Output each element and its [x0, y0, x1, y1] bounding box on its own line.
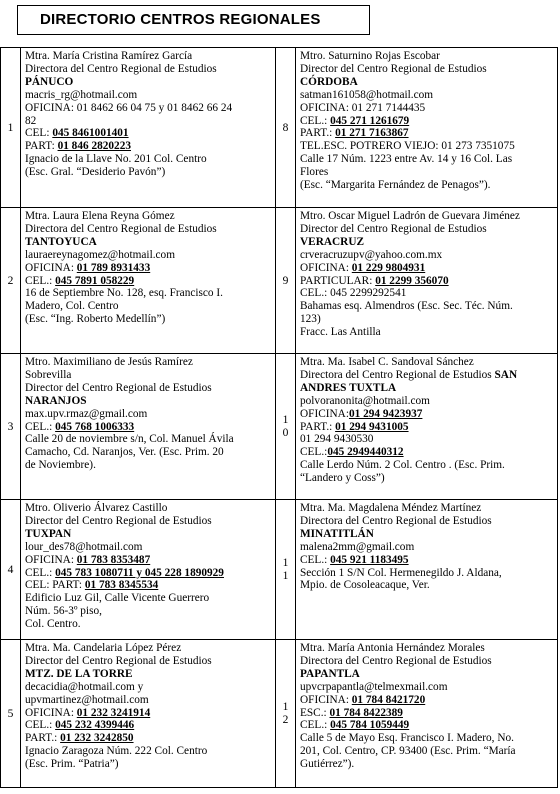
entry-line [25, 694, 273, 707]
entry-text: (Esc. “Margarita Fernández de Penagos”). [300, 179, 491, 192]
entry-text: Director del Centro Regional de Estudios [25, 654, 212, 667]
entry-line [25, 515, 273, 528]
phone-number: 045 921 1183495 [330, 553, 409, 566]
entry-line [300, 249, 555, 262]
entry-text: OFICINA: 01 8462 66 04 75 y 01 8462 66 24 [25, 101, 233, 114]
entry-line [25, 732, 273, 745]
entry-text: CEL.: [25, 274, 56, 287]
entry-text: Núm. 56-3º piso, [25, 605, 102, 618]
entry-line [25, 382, 273, 395]
entry-text: (Esc. “Ing. Roberto Medellín”) [25, 313, 166, 326]
directory-title: DIRECTORIO CENTROS REGIONALES [17, 5, 370, 35]
entry-text: 123) [300, 313, 321, 326]
directory-entry [21, 500, 276, 640]
entry-text: Bahamas esq. Almendros (Esc. Sec. Téc. Núm. [300, 300, 513, 313]
entry-text: OFICINA: [25, 706, 77, 719]
directory-entry [296, 640, 558, 788]
phone-number: 01 232 3242850 [60, 732, 134, 745]
entry-line [300, 275, 555, 288]
region-name: NARANJOS [25, 394, 87, 407]
entry-text: Mtra. Ma. Magdalena Méndez Martínez [300, 502, 482, 514]
entry-line [25, 262, 273, 275]
entry-text: Directora del Centro Regional de Estudios [25, 222, 217, 235]
entry-text: macris_rg@hotmail.com [25, 88, 138, 101]
entry-text: OFICINA: [300, 407, 349, 420]
entry-text: OFICINA: [25, 553, 77, 566]
entry-line [25, 408, 273, 421]
entry-text: Calle 5 de Mayo Esq. Francisco I. Madero, No. [300, 732, 514, 745]
entry-line [25, 745, 273, 758]
phone-number: 045 271 1261679 [330, 114, 410, 127]
entry-line [25, 76, 273, 89]
entry-text: Mtro. Oliverio Álvarez Castillo [25, 502, 168, 514]
entry-line [25, 140, 273, 153]
entry-text: CEL.: [300, 446, 328, 459]
entry-line [300, 369, 555, 382]
directory-entry [21, 48, 276, 208]
entry-line [25, 50, 273, 63]
directory-entry [296, 500, 558, 640]
region-name: PÁNUCO [25, 75, 74, 88]
entry-text: Edificio Luz Gil, Calle Vicente Guerrero [25, 592, 210, 605]
entry-line [300, 166, 555, 179]
entry-number: 1 1 [276, 500, 296, 640]
entry-line [25, 459, 273, 472]
entry-text: Mtra. Laura Elena Reyna Gómez [25, 210, 175, 222]
entry-line [25, 249, 273, 262]
entry-text: Directora del Centro Regional de Estudios [300, 368, 495, 381]
entry-text: Sección 1 S/N Col. Hermenegildo J. Aldana, [300, 566, 502, 579]
entry-line [300, 567, 555, 580]
entry-line [25, 668, 273, 681]
entry-line [300, 433, 555, 446]
entry-line [25, 528, 273, 541]
entry-text: Mtro. Maximiliano de Jesús Ramírez [25, 356, 193, 368]
entry-line [300, 236, 555, 249]
entry-text: upvmartinez@hotmail.com [25, 693, 149, 706]
entry-line [300, 102, 555, 115]
entry-line [25, 287, 273, 300]
entry-text: Director del Centro Regional de Estudios [300, 62, 487, 75]
entry-text: de Noviembre). [25, 459, 96, 472]
entry-line [300, 382, 555, 395]
directory-entry [21, 208, 276, 354]
entry-line [300, 140, 555, 153]
phone-number: 01 784 8422389 [329, 706, 403, 719]
entry-line [300, 395, 555, 408]
entry-line [300, 459, 555, 472]
entry-text: malena2mm@gmail.com [300, 540, 415, 553]
entry-line [300, 707, 555, 720]
entry-text: Fracc. Las Antilla [300, 326, 381, 339]
entry-line [25, 642, 273, 655]
directory-entry [296, 354, 558, 500]
entry-line [25, 446, 273, 459]
entry-text: satman161058@hotmail.com [300, 88, 434, 101]
entry-line [300, 681, 555, 694]
entry-line [300, 745, 555, 758]
entry-text: Mtro. Oscar Miguel Ladrón de Guevara Jiménez [300, 210, 520, 222]
region-name: MINATITLÁN [300, 527, 374, 540]
directory-row [1, 48, 558, 208]
entry-text: Director del Centro Regional de Estudios [25, 514, 212, 527]
entry-text: 01 294 9430530 [300, 433, 374, 446]
entry-text: Calle 17 Núm. 1223 entre Av. 14 y 16 Col. Las [300, 153, 513, 166]
directory-entry [21, 640, 276, 788]
entry-text: OFICINA: [25, 261, 77, 274]
directory-entry [21, 354, 276, 500]
entry-line [25, 592, 273, 605]
entry-line [300, 528, 555, 541]
entry-text: Madero, Col. Centro [25, 300, 119, 313]
region-name: TUXPAN [25, 527, 72, 540]
entry-line [300, 356, 555, 369]
entry-text: decacidia@hotmail.com y [25, 680, 144, 693]
entry-text: Directora del Centro Regional de Estudios [300, 514, 492, 527]
entry-text: Director del Centro Regional de Estudios [300, 222, 487, 235]
entry-text: Camacho, Cd. Naranjos, Ver. (Esc. Prim. 20 [25, 446, 224, 459]
entry-text: “Landero y Coss”) [300, 472, 385, 485]
entry-text: upvcrpapantla@telmexmail.com [300, 680, 448, 693]
entry-line [300, 63, 555, 76]
entry-text: Mtra. Ma. Isabel C. Sandoval Sánchez [300, 356, 474, 368]
entry-text: Directora del Centro Regional de Estudios [25, 62, 217, 75]
entry-line [300, 655, 555, 668]
directory-row [1, 640, 558, 788]
entry-text: CEL.: [25, 719, 56, 732]
entry-text: ESC.: [300, 706, 330, 719]
entry-text: CEL.: [25, 420, 56, 433]
phone-number: 01 783 8345534 [84, 579, 159, 592]
entry-line [300, 694, 555, 707]
entry-line [300, 719, 555, 732]
entry-line [300, 502, 555, 515]
phone-number: 01 229 9804931 [351, 261, 426, 274]
entry-text: Ignacio de la Llave No. 201 Col. Centro [25, 153, 207, 166]
entry-line [25, 579, 273, 592]
entry-number: 1 0 [276, 354, 296, 500]
entry-line [300, 326, 555, 339]
entry-line [300, 668, 555, 681]
entry-text: 201, Col. Centro, CP. 93400 (Esc. Prim. “María [300, 745, 516, 758]
entry-line [300, 446, 555, 459]
entry-line [300, 300, 555, 313]
entry-text: Mtra. María Antonia Hernández Morales [300, 642, 485, 654]
entry-text: crveracruzupv@yahoo.com.mx [300, 248, 443, 261]
directory-entry [296, 208, 558, 354]
phone-number: 01 784 8421720 [351, 693, 426, 706]
entry-text: PARTICULAR: [300, 274, 376, 287]
entry-line [25, 567, 273, 580]
entry-text: Mtra. Ma. Candelaria López Pérez [25, 642, 182, 654]
directory-entry [296, 48, 558, 208]
entry-line [300, 76, 555, 89]
region-name: SAN [494, 368, 518, 381]
region-name: TANTOYUCA [25, 235, 97, 248]
entry-number: 3 [1, 354, 21, 500]
entry-text: Mpio. de Cosoleacaque, Ver. [300, 579, 430, 592]
entry-text: Sobrevilla [25, 368, 72, 381]
entry-text: Flores [300, 166, 329, 179]
entry-line [25, 758, 273, 771]
entry-text: CEL.: [25, 566, 56, 579]
region-name: MTZ. DE LA TORRE [25, 667, 133, 680]
phone-number: 01 846 2820223 [57, 140, 131, 153]
entry-text: PART.: [25, 732, 61, 745]
entry-number: 4 [1, 500, 21, 640]
entry-line [300, 732, 555, 745]
entry-text: polvoranonita@hotmail.com [300, 394, 430, 407]
entry-number: 1 2 [276, 640, 296, 788]
entry-line [25, 63, 273, 76]
entry-line [25, 433, 273, 446]
entry-text: CEL: [25, 127, 53, 140]
entry-line [25, 369, 273, 382]
phone-number: 045 768 1006333 [55, 420, 135, 433]
entry-line [25, 655, 273, 668]
entry-text: lour_des78@hotmail.com [25, 540, 143, 553]
entry-text: OFICINA: [300, 261, 352, 274]
entry-line [300, 515, 555, 528]
directory-row [1, 354, 558, 500]
entry-line [25, 210, 273, 223]
entry-line [25, 102, 273, 115]
entry-line [25, 115, 273, 128]
phone-number: 045 7891 058229 [55, 274, 135, 287]
phone-number: 01 294 9431005 [335, 420, 409, 433]
phone-number: 01 271 7163867 [335, 127, 409, 140]
entry-line [300, 210, 555, 223]
phone-number: 045 2949440312 [327, 446, 404, 459]
entry-line [300, 541, 555, 554]
entry-text: CEL.: [300, 719, 331, 732]
entry-text: OFICINA: 01 271 7144435 [300, 101, 426, 114]
entry-text: PART: [25, 140, 58, 153]
entry-text: Ignacio Zaragoza Núm. 222 Col. Centro [25, 745, 208, 758]
entry-line [25, 275, 273, 288]
entry-line [300, 408, 555, 421]
entry-line [25, 300, 273, 313]
entry-text: Calle Lerdo Núm. 2 Col. Centro . (Esc. Prim. [300, 459, 505, 472]
entry-line [25, 236, 273, 249]
entry-line [300, 287, 555, 300]
entry-line [25, 554, 273, 567]
entry-line [25, 681, 273, 694]
entry-text: PART.: [300, 127, 336, 140]
entry-text: CEL.: [300, 114, 331, 127]
entry-line [25, 719, 273, 732]
entry-text: Mtro. Saturnino Rojas Escobar [300, 50, 440, 62]
entry-line [25, 166, 273, 179]
entry-text: lauraereynagomez@hotmail.com [25, 248, 175, 261]
entry-line [25, 395, 273, 408]
entry-text: CEL.: [300, 553, 331, 566]
entry-line [300, 472, 555, 485]
entry-number: 5 [1, 640, 21, 788]
entry-line [25, 127, 273, 140]
entry-text: 16 de Septiembre No. 128, esq. Francisco I. [25, 287, 223, 300]
entry-line [300, 579, 555, 592]
entry-text: CEL: PART: [25, 579, 85, 592]
entry-line [25, 502, 273, 515]
phone-number: 045 784 1059449 [330, 719, 410, 732]
entry-text: OFICINA: [300, 693, 352, 706]
entry-line [300, 50, 555, 63]
phone-number: 01 294 9423937 [348, 407, 423, 420]
region-name: PAPANTLA [300, 667, 360, 680]
entry-line [25, 707, 273, 720]
entry-text: CEL.: 045 2299292541 [300, 287, 407, 300]
entry-line [300, 262, 555, 275]
entry-line [300, 153, 555, 166]
directory-row [1, 208, 558, 354]
entry-text: TEL.ESC. POTRERO VIEJO: 01 273 7351075 [300, 140, 515, 153]
entry-text: 82 [25, 114, 37, 127]
phone-number: 01 789 8931433 [76, 261, 151, 274]
phone-number: 045 8461001401 [52, 127, 129, 140]
phone-number: 01 783 8353487 [76, 553, 151, 566]
entry-text: Calle 20 de noviembre s/n, Col. Manuel Ávila [25, 433, 234, 446]
region-name: CÓRDOBA [300, 75, 358, 88]
entry-line [300, 223, 555, 236]
directory-row [1, 500, 558, 640]
entry-text: Mtra. María Cristina Ramírez García [25, 50, 193, 62]
entry-text: Col. Centro. [25, 618, 81, 631]
entry-line [25, 541, 273, 554]
entry-line [25, 618, 273, 631]
entry-line [300, 554, 555, 567]
entry-text: max.upv.rmaz@gmail.com [25, 407, 148, 420]
entry-text: PART.: [300, 420, 336, 433]
directory-table [0, 47, 558, 788]
entry-line [300, 313, 555, 326]
entry-line [25, 89, 273, 102]
entry-text: Director del Centro Regional de Estudios [25, 381, 212, 394]
region-name: VERACRUZ [300, 235, 365, 248]
entry-line [25, 421, 273, 434]
entry-number: 2 [1, 208, 21, 354]
entry-number: 8 [276, 48, 296, 208]
entry-line [25, 356, 273, 369]
entry-line [300, 758, 555, 771]
entry-line [300, 127, 555, 140]
phone-number: 045 232 4399446 [55, 719, 135, 732]
entry-line [25, 153, 273, 166]
entry-line [300, 642, 555, 655]
entry-line [25, 313, 273, 326]
phone-number: 01 2299 356070 [375, 274, 449, 287]
region-name: ANDRES TUXTLA [300, 381, 397, 394]
entry-text: Directora del Centro Regional de Estudios [300, 654, 492, 667]
entry-text: (Esc. Prim. “Patria”) [25, 758, 119, 771]
entry-number: 1 [1, 48, 21, 208]
phone-number: 01 232 3241914 [76, 706, 151, 719]
entry-line [25, 223, 273, 236]
entry-number: 9 [276, 208, 296, 354]
entry-line [300, 89, 555, 102]
entry-line [300, 421, 555, 434]
entry-line [25, 605, 273, 618]
entry-line [300, 179, 555, 192]
entry-text: Gutiérrez”). [300, 758, 355, 771]
entry-line [300, 115, 555, 128]
phone-number: 045 783 1080711 y 045 228 1890929 [55, 566, 224, 579]
entry-text: (Esc. Gral. “Desiderio Pavón”) [25, 166, 166, 179]
